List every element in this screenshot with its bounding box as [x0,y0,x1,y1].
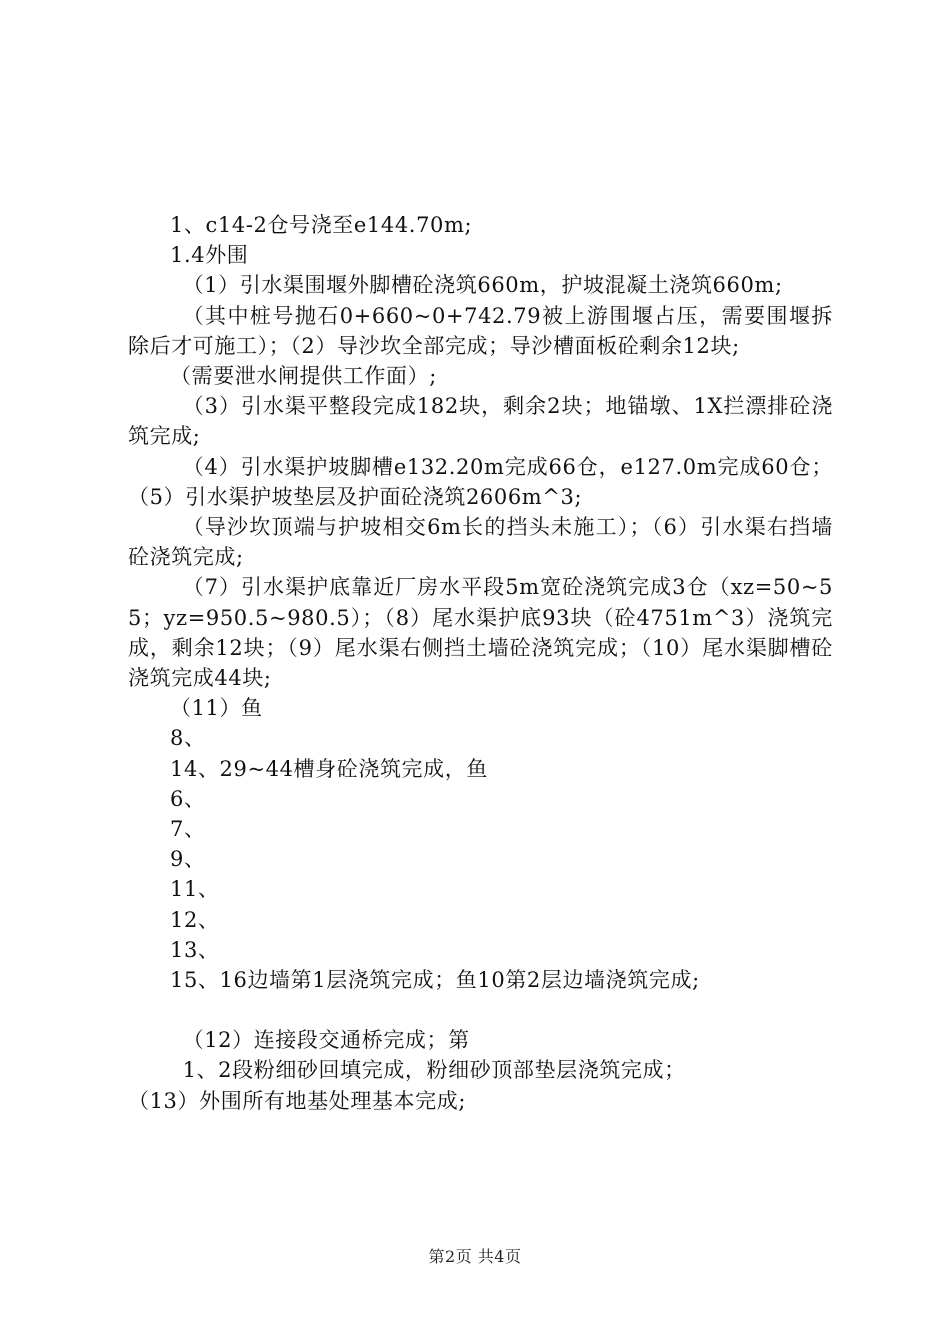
paragraph-2: 1.4外围 [170,243,249,268]
paragraph-gap [128,995,833,1025]
paragraph-12: 14、29~44槽身砼浇筑完成，鱼 [170,756,488,781]
paragraph-1: 1、c14-2仓号浇至e144.70m; [170,213,473,237]
paragraph-17: 12、 [170,907,220,932]
paragraph-16: 11、 [170,877,220,902]
paragraph-18: 13、 [170,937,220,962]
paragraph-6: （3）引水渠平整段完成182块，剩余2块；地锚墩、1X拦漂排砼浇筑完成; [128,394,833,449]
paragraph-8: （导沙坎顶端与护坡相交6m长的挡头未施工）；（6）引水渠右挡墙砼浇筑完成; [128,515,833,570]
paragraph-15: 9、 [170,847,206,872]
paragraph-19: 15、16边墙第1层浇筑完成；鱼10第2层边墙浇筑完成; [170,968,700,993]
paragraph-10: （11）鱼 [170,696,263,721]
paragraph-13: 6、 [170,786,206,811]
paragraph-20: （12）连接段交通桥完成；第 [182,1028,470,1053]
document-body [128,210,833,1116]
paragraph-14: 7、 [170,817,206,842]
paragraph-4: （其中桩号抛石0+660~0+742.79被上游围堰占压，需要围堰拆除后才可施工）；（2）导沙坎全部完成；导沙槽面板砼剩余12块; [128,303,833,358]
paragraph-7: （4）引水渠护坡脚槽e132.20m完成66仓，e127.0m完成60仓；（5）引水渠护坡垫层及护面砼浇筑2606m^3; [128,454,833,509]
paragraph-9: （7）引水渠护底靠近厂房水平段5m宽砼浇筑完成3仓（xz=50~55；yz=950.5~980.5）；（8）尾水渠护底93块（砼4751m^3）浇筑完成，剩余12块；（9）尾水渠右侧挡土墙砼浇筑完成；（10）尾水渠脚槽砼浇筑完成44块; [128,575,833,691]
paragraph-5: （需要泄水闸提供工作面）; [170,364,437,389]
paragraph-3: （1）引水渠围堰外脚槽砼浇筑660m，护坡混凝土浇筑660m; [182,273,783,298]
paragraph-22: （13）外围所有地基处理基本完成; [128,1088,466,1113]
paragraph-21: 1、2段粉细砂回填完成，粉细砂顶部垫层浇筑完成； [182,1058,686,1083]
page-footer: 第2页 共4页 [428,1247,522,1266]
paragraph-11: 8、 [170,726,206,751]
